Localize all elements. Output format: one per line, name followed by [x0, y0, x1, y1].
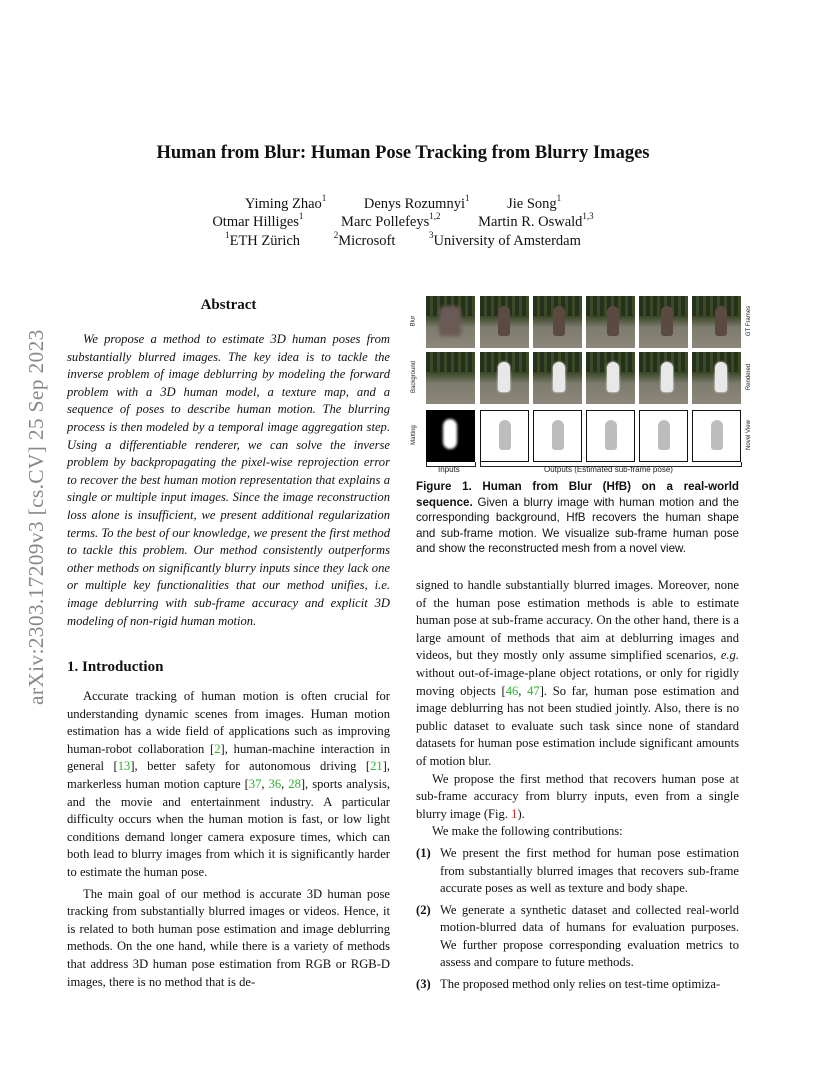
author-sup: 1	[298, 211, 304, 221]
text-run: signed to handle substantially blurred images. Moreover, none of the human pose estimation methods is able to estimate human pose at sub-frame accuracy. On the other hand, there is a large amount of methods that aim at deblurring images and videos, but they mostly only assume simplified scenarios,	[416, 578, 739, 663]
rendered-image	[692, 352, 741, 404]
contribution-text: We present the first method for human pose estimation from substantially blurred images that recovers sub-frame accurate poses as well as texture and body shape.	[440, 845, 739, 896]
text-run: ], better safety for autonomous driving [	[130, 759, 371, 774]
author	[212, 211, 304, 231]
gt-frame-image	[533, 296, 582, 348]
affiliation-name: Microsoft	[338, 233, 396, 249]
gt-frame-image	[692, 296, 741, 348]
row-label: Matting	[410, 425, 417, 445]
citation-link[interactable]: 46	[505, 683, 519, 698]
contribution-item	[416, 845, 739, 898]
caption-text: Given a blurry image with human motion and the corresponding background, HfB recovers the human shape and sub-frame motion. We visualize sub-frame human pose and show the reconstructed mesh from a novel view.	[416, 495, 739, 555]
citation-link[interactable]: 47	[527, 683, 540, 698]
author	[478, 211, 594, 231]
row-label: Background	[411, 360, 418, 394]
affiliation-sup: 3	[429, 230, 434, 240]
right-paragraph-1: signed to handle substantially blurred images. Moreover, none of the human pose estimation methods is able to estimate human pose at sub-frame accuracy. On the other hand, there is a large amount of methods that aim at deblurring images and videos, but they mostly only assume simplified scenarios, e.g. without out-of-image-plane object rotations, or only for rigidly moving objects [46, 47]. So far, human pose estimation and image deblurring has not been studied jointly. Also, there is no public dataset to evaluate such task since none of standard datasets for human pose estimation include significant amounts of motion blur.	[416, 578, 739, 768]
citation-link[interactable]: 2	[214, 741, 221, 756]
author-name: Denys Rozumnyi	[363, 196, 465, 212]
author-name: Martin R. Oswald	[478, 214, 583, 230]
rendered-image	[480, 352, 529, 404]
arxiv-stamp	[20, 285, 52, 705]
text-run: ]. So far, human pose estimation and image deblurring has not been studied jointly. Also, there is no public dataset to evaluate such task since none of standard datasets for human pose estimation include significant amounts of motion blur.	[416, 683, 739, 768]
affiliation	[225, 230, 301, 250]
author-row-1	[0, 193, 806, 213]
citation-link[interactable]: 21	[370, 759, 383, 774]
author-name: Otmar Hilliges	[212, 214, 299, 230]
text-run: ], markerless human motion capture [	[67, 759, 391, 791]
affiliation-name: University of Amsterdam	[433, 233, 581, 249]
affiliation	[429, 230, 581, 250]
row-label: Novel View	[745, 420, 752, 450]
author-name: Yiming Zhao	[244, 196, 322, 212]
mesh-figure	[711, 420, 723, 450]
contribution-text: We generate a synthetic dataset and collected real-world motion-blurred data of humans for evaluation purposes. We further propose corresponding evaluation metrics to assess and compare to future methods.	[440, 902, 739, 970]
citation-link[interactable]: 13	[117, 759, 131, 774]
mesh-figure	[499, 420, 511, 450]
background-image	[426, 352, 475, 404]
rendered-image	[533, 352, 582, 404]
intro-paragraph-2: The main goal of our method is accurate 3D human pose tracking from substantially blurred images or videos. Hence, it is related to both human pose estimation and image deblurring methods. On the one hand, while there is a variety of methods that address 3D human pose estimation from RGB or RGB-D images, there is no method that is de-	[67, 886, 390, 989]
person-silhouette	[661, 306, 673, 336]
novel-view-mesh	[692, 410, 741, 462]
gt-frame-image	[639, 296, 688, 348]
abstract-heading: Abstract	[200, 297, 257, 313]
row-label: Rendered	[746, 363, 753, 391]
author	[507, 193, 562, 213]
text-run: ], sports analysis, and the movie and entertainment industry. A particular difficulty occurs when the human motion is fast, or low light conditions demand longer camera exposure times, which can both lead to blurry images from which it is significantly harder to estimate the human pose.	[67, 776, 391, 879]
affiliation-name: ETH Zürich	[229, 233, 301, 249]
citation-link[interactable]: 28	[288, 776, 301, 791]
novel-view-mesh	[639, 410, 688, 462]
matte-silhouette	[443, 419, 457, 449]
novel-view-mesh	[480, 410, 529, 462]
author-sup: 1,2	[429, 211, 441, 221]
intro-heading: 1. Introduction	[67, 659, 164, 675]
author-row-2	[0, 211, 806, 231]
contribution-number: (3)	[416, 977, 431, 992]
novel-view-mesh	[586, 410, 635, 462]
abstract-body	[67, 331, 390, 630]
affiliations	[0, 230, 806, 250]
affiliation-sup: 1	[225, 230, 230, 240]
text-run: ], human-machine interaction in general [	[67, 741, 390, 774]
person-silhouette	[661, 362, 673, 392]
blur-input-image	[426, 296, 475, 348]
person-silhouette	[498, 362, 510, 392]
row-label: GT Frames	[746, 305, 753, 337]
author-sup: 1	[321, 193, 327, 203]
author	[244, 193, 327, 213]
affiliation	[333, 230, 396, 250]
contribution-item	[416, 976, 739, 994]
author-sup: 1	[464, 193, 470, 203]
author-sup: 1	[556, 193, 562, 203]
text-run: ).	[517, 806, 525, 821]
novel-view-mesh	[533, 410, 582, 462]
text-run: We propose the first method that recovers human pose at sub-frame accuracy from blurry inputs, even from a single blurry image (Fig.	[416, 771, 739, 821]
inputs-label: Inputs	[438, 465, 460, 474]
gt-frame-image	[586, 296, 635, 348]
text-run: Accurate tracking of human motion is often crucial for understanding dynamic scenes from images. Human motion estimation has a wide field of applications such as improving human-robot collaboration [	[67, 689, 390, 756]
mesh-figure	[605, 420, 617, 450]
rendered-image	[639, 352, 688, 404]
intro-paragraph-1: Accurate tracking of human motion is often crucial for understanding dynamic scenes from images. Human motion estimation has a wide field of applications such as improving human-robot collaboration [2], human-machine interaction in general [13], better safety for autonomous driving [21], markerless human motion capture [37, 36, 28], sports analysis, and the movie and entertainment industry. A particular difficulty occurs when the human motion is fast, or low light conditions demand longer camera exposure times, which can both lead to blurry images from which it is significantly harder to estimate the human pose.	[67, 689, 391, 879]
author	[341, 211, 441, 231]
arxiv-id: arXiv:2303.17209v3 [cs.CV] 25 Sep 2023	[24, 329, 48, 705]
citation-link[interactable]: 36	[268, 776, 282, 791]
paper-title: Human from Blur: Human Pose Tracking from Blurry Images	[156, 143, 650, 163]
mesh-figure	[552, 420, 564, 450]
person-silhouette	[715, 306, 727, 336]
contribution-item	[416, 902, 739, 972]
outputs-label: Outputs (Estimated sub-frame pose)	[544, 465, 673, 474]
person-silhouette	[439, 306, 461, 336]
text-run: without out-of-image-plane object rotations, or only for rigidly moving objects [	[416, 665, 739, 698]
citation-link[interactable]: 37	[248, 776, 262, 791]
author-name: Jie Song	[507, 196, 557, 212]
person-silhouette	[715, 362, 727, 392]
rendered-image	[586, 352, 635, 404]
person-silhouette	[553, 306, 565, 336]
matting-image	[426, 410, 475, 462]
contribution-number: (2)	[416, 902, 431, 917]
right-column-body	[416, 577, 739, 994]
gt-frame-image	[480, 296, 529, 348]
author-sup: 1,3	[582, 211, 594, 221]
figure-caption	[416, 479, 739, 557]
caption-title: Figure 1. Human from Blur (HfB) on a real-world sequence.	[416, 480, 739, 509]
text-run: e.g.	[720, 648, 739, 663]
contribution-number: (1)	[416, 845, 431, 860]
figure-ref-link[interactable]: 1	[511, 806, 518, 821]
right-paragraph-2	[416, 771, 739, 824]
right-paragraph-3: We make the following contributions:	[432, 824, 623, 839]
intro-body	[67, 688, 390, 991]
mesh-figure	[658, 420, 670, 450]
author-name: Marc Pollefeys	[341, 214, 430, 230]
affiliation-sup: 2	[333, 230, 339, 240]
row-label: Blur	[410, 315, 417, 327]
abstract-text: We propose a method to estimate 3D human poses from substantially blurred images. The key idea is to tackle the inverse problem of image deblurring by modeling the forward problem with a 3D human model, a texture map, and a sequence of poses to describe human motion. The blurring process is then modeled by a temporal image aggregation step. Using a differentiable renderer, we can solve the inverse problem by backpropagating the pixel-wise reprojection error to recover the best human motion representation that explains a single or multiple input images. Since the image reconstruction loss alone is insufficient, we present additional regularization terms. To the best of our knowledge, we present the first method to tackle this problem. Our method consistently outperforms other methods on significantly blurry inputs since they lack one or multiple key functionalities that our method unifies, i.e. image deblurring with sub-frame accuracy and explicit 3D modeling of non-rigid human motion.	[67, 332, 390, 628]
figure-1	[410, 296, 753, 476]
person-silhouette	[607, 306, 619, 336]
person-silhouette	[553, 362, 565, 392]
person-silhouette	[498, 306, 510, 336]
author	[363, 193, 470, 213]
person-silhouette	[607, 362, 619, 392]
contribution-text: The proposed method only relies on test-time optimiza-	[440, 977, 721, 992]
